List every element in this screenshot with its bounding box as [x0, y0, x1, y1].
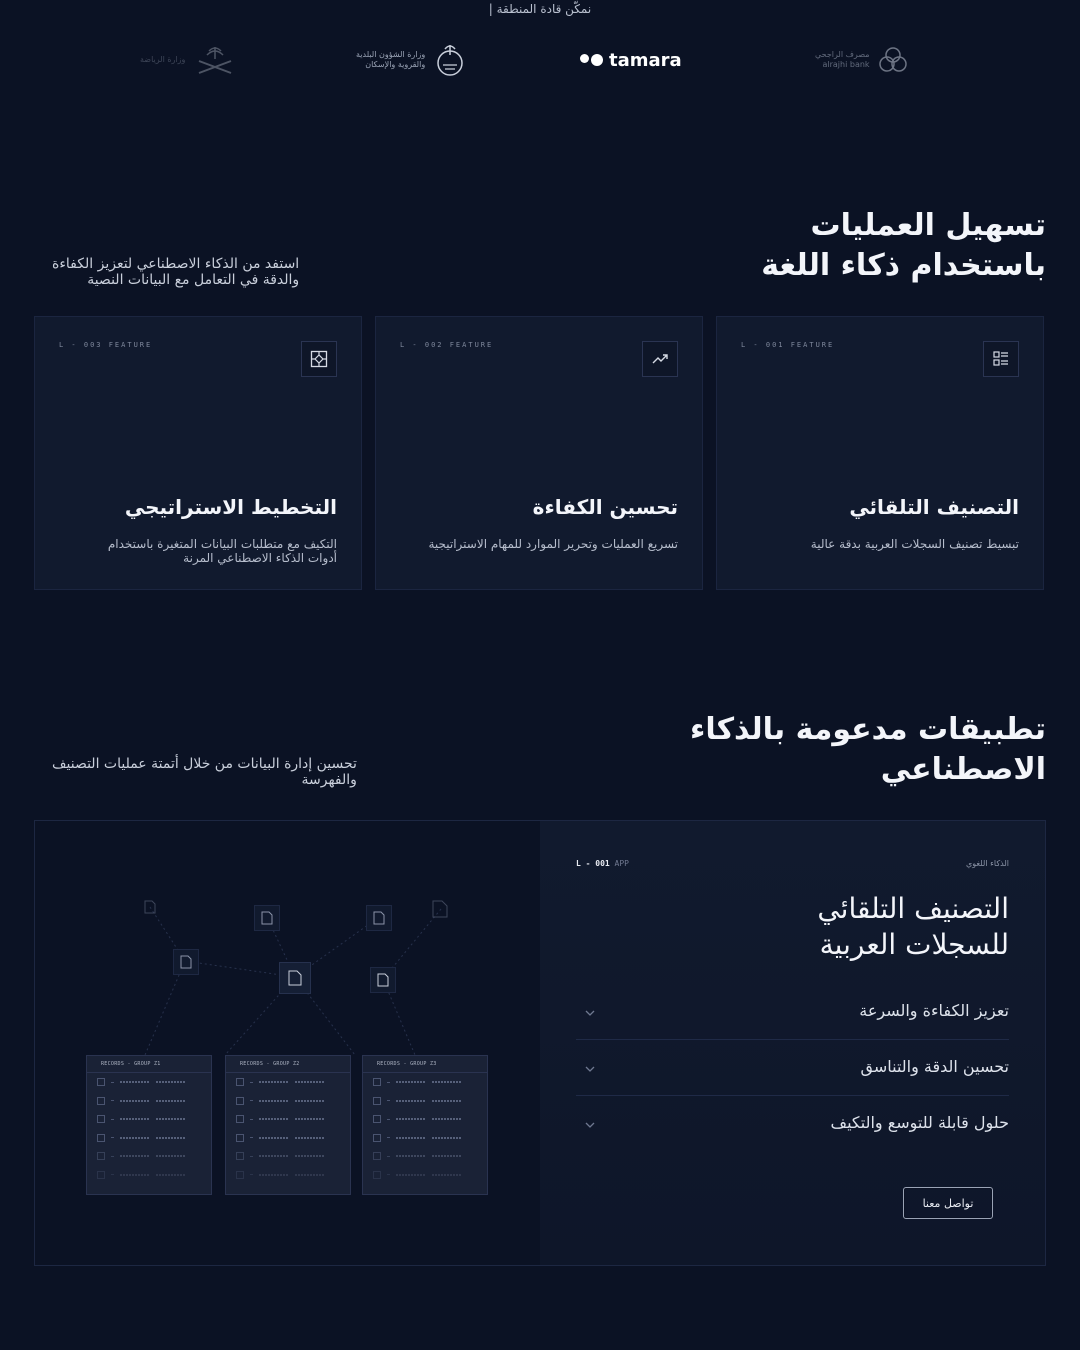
tamara-wordmark: tamara	[609, 49, 682, 71]
accordion-label: حلول قابلة للتوسع والتكيف	[830, 1113, 1009, 1132]
card-code: L - 003 FEATURE	[59, 341, 153, 349]
client-logos	[0, 38, 1080, 82]
section2-title: تطبيقات مدعومة بالذكاء الاصطناعي	[689, 712, 1046, 787]
tamara-mark-icon	[580, 54, 603, 66]
feature-card-classification[interactable]	[716, 316, 1044, 590]
records-table-z1	[86, 1055, 212, 1195]
logo-tamara	[580, 38, 682, 82]
logo-alrajhi	[815, 38, 908, 82]
application-panel	[34, 820, 1046, 1266]
file-icon	[366, 905, 392, 931]
section1-lead: استفد من الذكاء الاصطناعي لتعزيز الكفاءة والدقة في التعامل مع البيانات النصية	[52, 256, 300, 288]
alrajhi-english: alrajhi bank	[822, 60, 870, 69]
accordion-item-efficiency[interactable]	[576, 995, 1009, 1040]
section2-lead: تحسين إدارة البيانات من خلال أتمتة عمليات التصنيف والفهرسة	[52, 756, 357, 788]
feature-card-strategy[interactable]	[34, 316, 362, 590]
ministry-emblem-icon	[433, 43, 467, 77]
card-description: تسريع العمليات وتحرير الموارد للمهام الاستراتيجية	[428, 537, 678, 551]
app-title: التصنيف التلقائي للسجلات العربية	[817, 892, 1009, 961]
accordion-label: تعزيز الكفاءة والسرعة	[859, 1001, 1009, 1020]
ministry-sports-text: وزارة الرياضة	[140, 55, 186, 64]
card-title: التخطيط الاستراتيجي	[124, 495, 337, 519]
feature-card-efficiency[interactable]	[375, 316, 703, 590]
file-icon	[279, 962, 311, 994]
records-illustration	[35, 821, 541, 1265]
records-header: RECORDS - GROUP Z2	[226, 1056, 350, 1073]
chevron-down-icon	[584, 1121, 596, 1129]
records-header: RECORDS - GROUP Z3	[363, 1056, 487, 1073]
records-header: RECORDS - GROUP Z1	[87, 1056, 211, 1073]
ministry-municipal-line1: وزارة الشؤون البلدية	[356, 50, 426, 59]
strategy-icon	[301, 341, 337, 377]
file-icon	[138, 895, 162, 919]
card-description: تبسيط تصنيف السجلات العربية بدقة عالية	[810, 537, 1019, 551]
section1-title: تسهيل العمليات باستخدام ذكاء اللغة	[761, 208, 1046, 283]
card-description: التكيف مع متطلبات البيانات المتغيرة باستخدام أدوات الذكاء الاصطناعي المرنة	[107, 537, 337, 565]
chevron-down-icon	[584, 1009, 596, 1017]
connection-lines	[35, 821, 541, 1265]
chevron-down-icon	[584, 1065, 596, 1073]
card-code: L - 002 FEATURE	[400, 341, 494, 349]
trend-up-icon	[642, 341, 678, 377]
ministry-municipal-line2: والقروية والإسكان	[365, 60, 426, 69]
card-code: L - 001 FEATURE	[741, 341, 835, 349]
app-tag: الذكاء اللغوي	[966, 859, 1009, 868]
logo-ministry-sports	[140, 38, 237, 82]
file-icon	[428, 897, 452, 921]
logo-ministry-municipal	[356, 38, 467, 82]
file-icon	[370, 967, 396, 993]
card-title: تحسين الكفاءة	[532, 495, 678, 519]
accordion-item-scalable[interactable]	[576, 1107, 1009, 1151]
top-tagline: نمكّن قادة المنطقة |	[488, 2, 592, 16]
contact-us-button[interactable]: تواصل معنا	[903, 1187, 993, 1219]
accordion-item-accuracy[interactable]	[576, 1051, 1009, 1096]
alrajhi-arabic: مصرف الراجحي	[815, 50, 870, 59]
alrajhi-emblem-icon	[878, 45, 908, 75]
palm-swords-icon	[193, 43, 237, 77]
list-icon	[983, 341, 1019, 377]
card-title: التصنيف التلقائي	[849, 495, 1019, 519]
application-details	[540, 821, 1045, 1265]
accordion-label: تحسين الدقة والتناسق	[860, 1057, 1009, 1076]
file-icon	[254, 905, 280, 931]
records-table-z2	[225, 1055, 351, 1195]
app-code: L - 001 APP	[576, 859, 629, 868]
records-table-z3	[362, 1055, 488, 1195]
file-icon	[173, 949, 199, 975]
